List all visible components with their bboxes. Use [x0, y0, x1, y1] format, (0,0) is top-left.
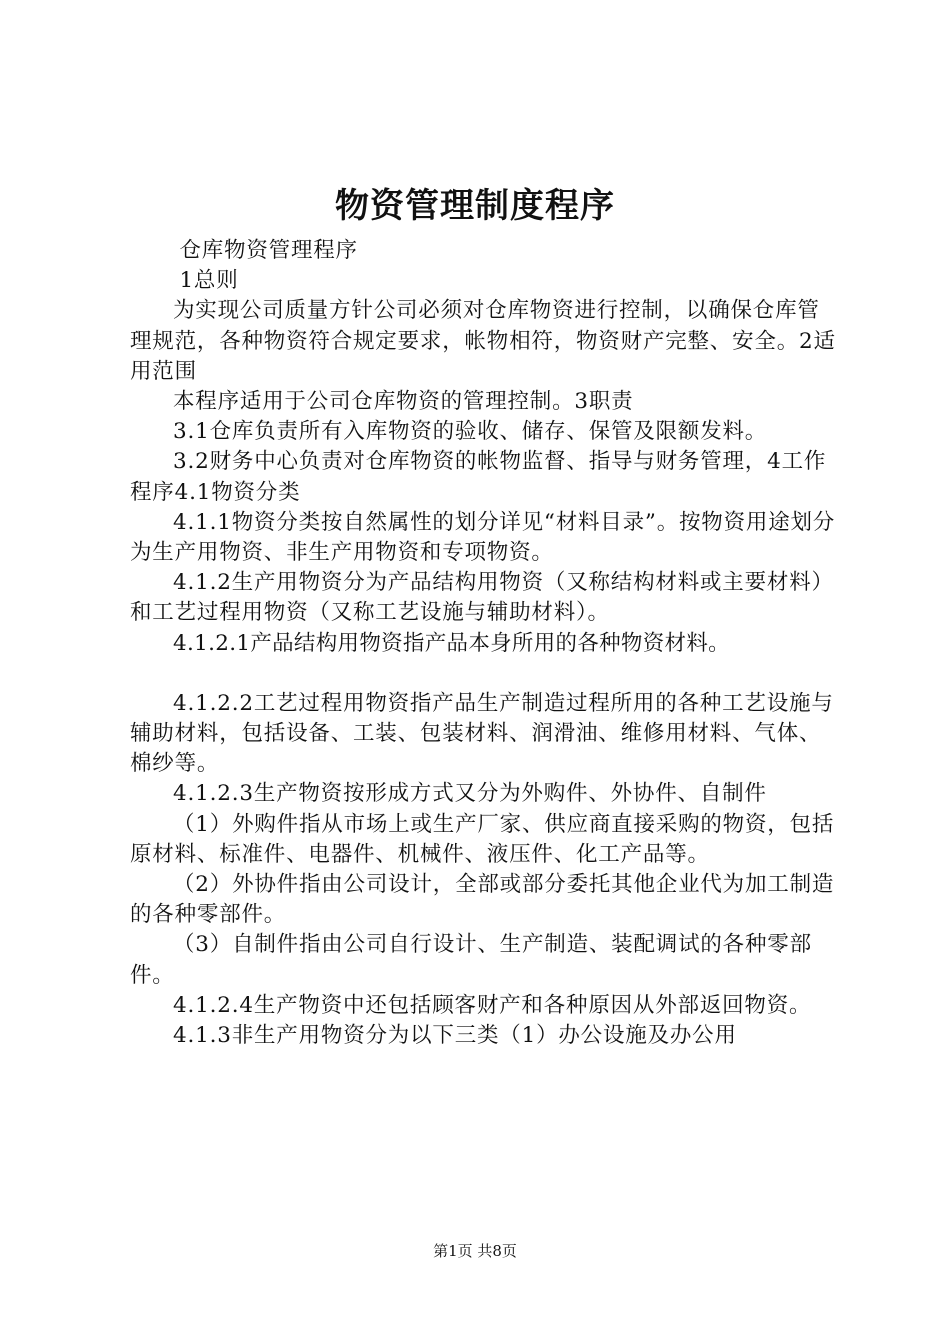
- page-footer: 第1页 共8页: [433, 1242, 517, 1260]
- paragraph-section-1: 1总则: [179, 268, 239, 294]
- document-body: [130, 236, 840, 1051]
- paragraph-4-1-2-2: 4.1.2.2工艺过程用物资指产品生产制造过程所用的各种工艺设施与辅助材料，包括设备、工装、包装材料、润滑油、维修用材料、气体、棉纱等。: [130, 690, 834, 777]
- paragraph-purpose: 为实现公司质量方针公司必须对仓库物资进行控制，以确保仓库管理规范，各种物资符合规定要求，帐物相符，物资财产完整、安全。2适用范围: [130, 298, 836, 384]
- paragraph-item-1: （1）外购件指从市场上或生产厂家、供应商直接采购的物资，包括原材料、标准件、电器件、机械件、液压件、化工产品等。: [130, 811, 835, 867]
- paragraph-4-1-1: 4.1.1物资分类按自然属性的划分详见“材料目录”。按物资用途划分为生产用物资、非生产用物资和专项物资。: [130, 509, 836, 566]
- paragraph-3-2: 3.2财务中心负责对仓库物资的帐物监督、指导与财务管理，4工作程序4.1物资分类: [130, 449, 827, 505]
- paragraph-scope: 本程序适用于公司仓库物资的管理控制。3职责: [173, 389, 634, 415]
- paragraph-4-1-2: 4.1.2生产用物资分为产品结构用物资（又称结构材料或主要材料）和工艺过程用物资（又称工艺设施与辅助材料）。: [130, 570, 834, 626]
- paragraph-heading: 仓库物资管理程序: [179, 238, 358, 263]
- paragraph-4-1-2-3: 4.1.2.3生产物资按形成方式又分为外购件、外协件、自制件: [173, 781, 767, 807]
- paragraph-3-1: 3.1仓库负责所有入库物资的验收、储存、保管及限额发料。: [173, 419, 768, 445]
- paragraph-item-3: （3）自制件指由公司自行设计、生产制造、装配调试的各种零部件。: [130, 932, 812, 988]
- document-title: 物资管理制度程序: [335, 186, 615, 226]
- paragraph-4-1-3: 4.1.3非生产用物资分为以下三类（1）办公设施及办公用: [173, 1023, 737, 1049]
- paragraph-4-1-2-4: 4.1.2.4生产物资中还包括顾客财产和各种原因从外部返回物资。: [173, 992, 812, 1018]
- paragraph-4-1-2-1: 4.1.2.1产品结构用物资指产品本身所用的各种物资材料。: [173, 630, 730, 656]
- paragraph-item-2: （2）外协件指由公司设计，全部或部分委托其他企业代为加工制造的各种零部件。: [130, 872, 835, 928]
